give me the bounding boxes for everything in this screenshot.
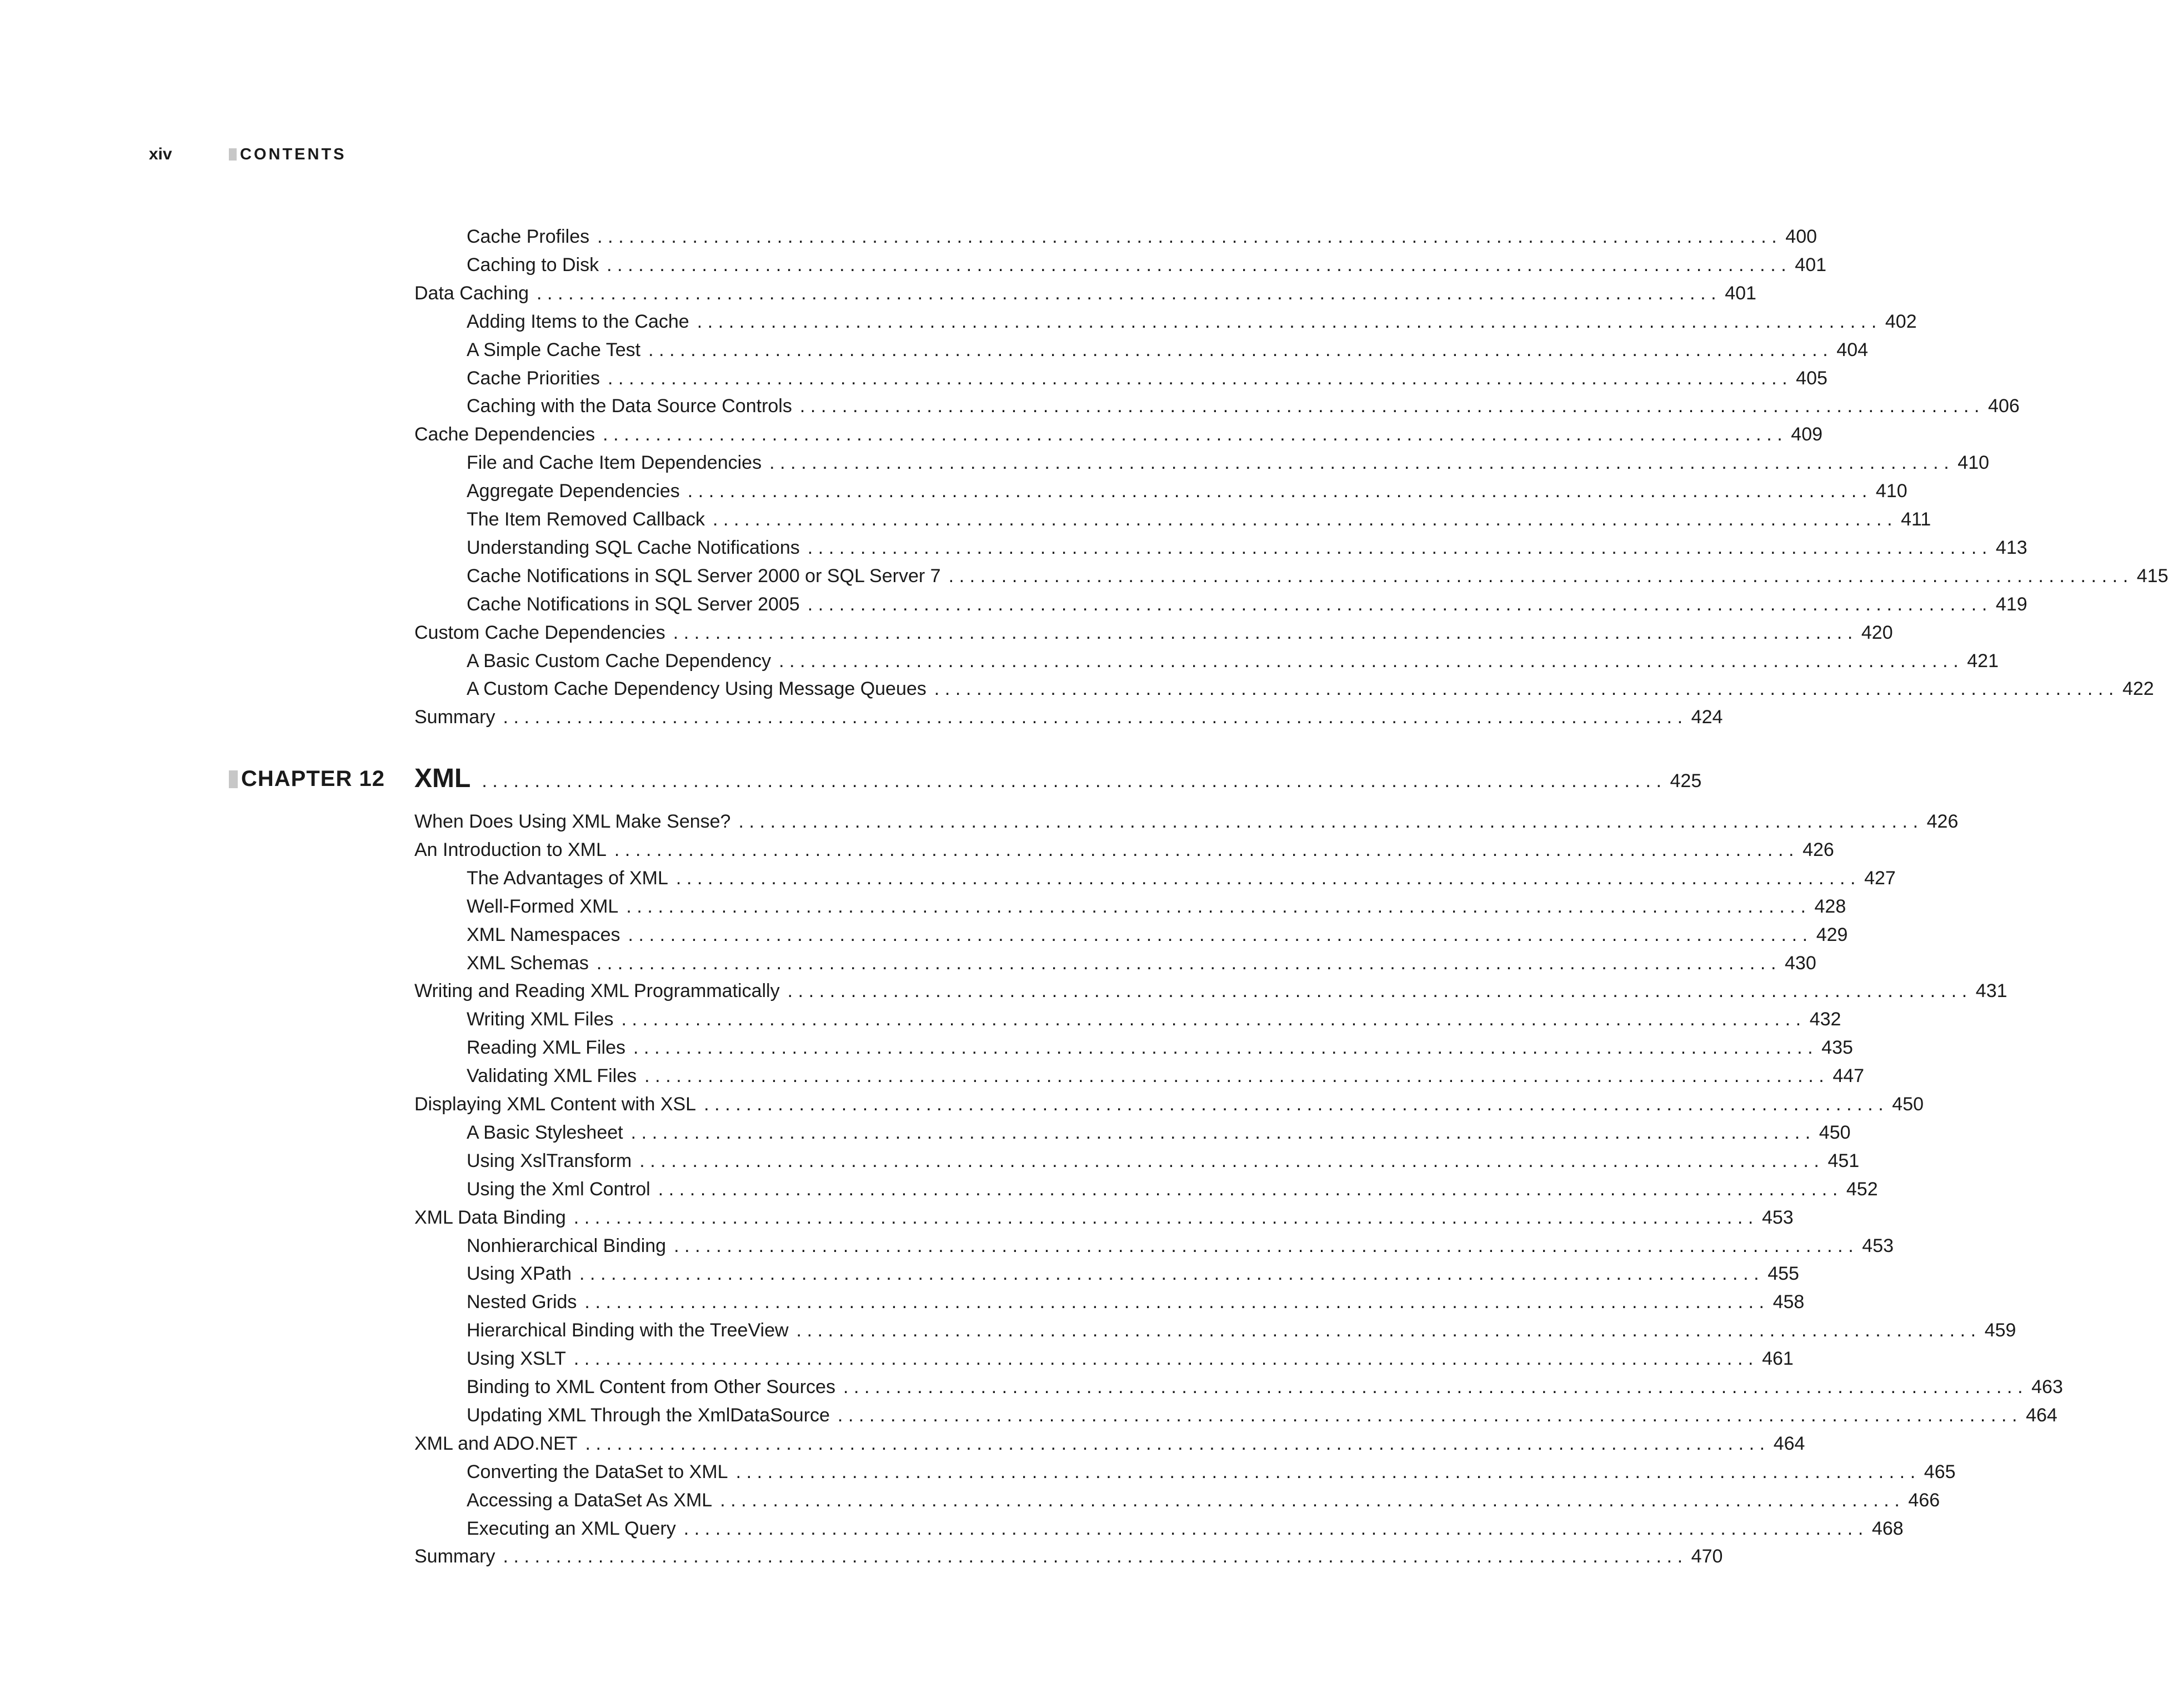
toc-entry-title: Writing and Reading XML Programmatically [414,980,780,1002]
dot-leader: ................................................................................................................ [633,1037,1819,1059]
toc-entry-section[interactable] [414,1090,1924,1118]
dot-leader: ................................................................................................................ [675,867,1861,889]
toc-entry-subsection[interactable] [467,647,1999,675]
dot-leader: ................................................................................................................ [644,1065,1830,1087]
toc-entry-subsection[interactable] [467,251,1827,279]
dot-leader: ................................................................................................................ [787,980,1972,1002]
toc-entry-page-number: 410 [1957,452,1990,474]
dot-leader: ................................................................................................................ [720,1489,1905,1511]
dot-leader: ................................................................................................................ [648,339,1834,360]
toc-entry-page-number: 427 [1864,867,1896,889]
toc-entry-page-number: 401 [1725,282,1756,304]
toc-entry-title: Reading XML Files [467,1037,625,1059]
toc-entry-page-number: 453 [1761,1206,1794,1228]
dot-leader: ................................................................................................................ [503,1546,1688,1567]
dot-leader: ................................................................................................................ [779,650,1964,672]
toc-entry-title: A Custom Cache Dependency Using Message Queues [467,678,927,700]
toc-entry-title: Cache Notifications in SQL Server 2000 or SQL Server 7 [467,565,941,587]
toc-entry-title: Summary [414,1546,495,1567]
toc-entry-page-number: 470 [1691,1546,1723,1567]
toc-entry-subsection[interactable] [467,1345,1794,1373]
toc-entry-page-number: 455 [1768,1263,1799,1285]
toc-entry-title: Nested Grids [467,1291,577,1313]
toc-entry-page-number: 426 [1803,839,1834,860]
toc-entry-title: Aggregate Dependencies [467,480,680,502]
dot-leader: ................................................................................................................ [614,839,1800,860]
toc-entry-title: XML Schemas [467,952,589,974]
toc-entry-subsection[interactable] [467,893,1846,920]
toc-entry-subsection[interactable] [467,1486,1940,1514]
toc-entry-title: The Advantages of XML [467,867,668,889]
toc-entry-title: Cache Dependencies [414,424,595,445]
toc-entry-subsection[interactable] [467,1119,1851,1146]
toc-entry-title: Using XslTransform [467,1150,632,1171]
toc-entry-title: Data Caching [414,282,529,304]
dot-leader: ................................................................................................................ [596,952,1782,974]
toc-entry-title: A Basic Custom Cache Dependency [467,650,772,672]
dot-leader: ................................................................................................................ [807,537,1992,558]
toc-entry-subsection[interactable] [467,864,1896,892]
toc-entry-section[interactable] [414,420,1823,448]
toc-entry-subsection[interactable] [467,921,1848,949]
toc-entry-page-number: 411 [1901,509,1931,530]
dot-leader: ................................................................................................................ [683,1517,1869,1539]
toc-entry-subsection[interactable] [467,1260,1799,1288]
toc-entry-page-number: 421 [1967,650,1999,672]
dot-leader: ................................................................................................................ [603,424,1788,445]
dot-leader: ................................................................................................................ [769,452,1955,474]
chapter-label-text: CHAPTER 12 [241,767,385,791]
toc-entry-page-number: 468 [1871,1517,1904,1539]
dot-leader: ................................................................................................................ [843,1376,2029,1398]
toc-entry-title: Adding Items to the Cache [467,310,689,332]
toc-entry-subsection[interactable] [467,1175,1878,1203]
toc-entry-subsection[interactable] [467,1458,1956,1486]
toc-entry-page-number: 447 [1832,1065,1865,1087]
toc-entry-section[interactable] [414,1204,1794,1231]
toc-entry-title: Using XPath [467,1263,572,1285]
toc-entry-page-number: 463 [2031,1376,2063,1398]
toc-entry-page-number: 453 [1862,1235,1894,1256]
toc-entry-page-number: 426 [1926,811,1959,832]
dot-leader: ................................................................................................................ [799,395,1985,417]
dot-leader: ................................................................................................................ [704,1094,1889,1115]
dot-leader: ................................................................................................................ [673,622,1858,643]
toc-entry-subsection[interactable] [467,223,1817,251]
toc-entry-page-number: 424 [1691,707,1723,728]
gray-square-icon [229,148,237,161]
toc-entry-subsection[interactable] [467,949,1816,977]
dot-leader: ................................................................................................................ [796,1320,1981,1341]
dot-leader: ................................................................................................................ [597,226,1783,247]
dot-leader: ................................................................................................................ [626,895,1811,917]
toc-entry-page-number: 420 [1861,622,1893,643]
dot-leader: ................................................................................................................ [630,1121,1816,1143]
toc-entry-subsection[interactable] [467,1147,1860,1175]
toc-entry-page-number: 428 [1814,895,1846,917]
toc-entry-title: XML Data Binding [414,1206,566,1228]
dot-leader: ................................................................................................................ [607,254,1792,276]
toc-entry-title: File and Cache Item Dependencies [467,452,762,474]
toc-entry-section[interactable] [414,619,1893,647]
dot-leader: ................................................................................................................ [674,1235,1859,1256]
toc-entry-page-number: 435 [1821,1037,1853,1059]
toc-entry-page-number: 461 [1762,1348,1794,1370]
toc-entry-page-number: 431 [1975,980,2007,1002]
toc-entry-page-number: 458 [1773,1291,1805,1313]
dot-leader: ................................................................................................................ [738,811,1924,832]
running-title [229,143,347,166]
toc-entry-page-number: 452 [1846,1178,1878,1200]
toc-entry-title: Executing an XML Query [467,1517,676,1539]
toc-entry-page-number: 450 [1819,1121,1851,1143]
toc-entry-title: Displaying XML Content with XSL [414,1094,697,1115]
toc-entry-title: Writing XML Files [467,1009,614,1030]
toc-entry-page-number: 405 [1796,367,1827,389]
dot-leader: ................................................................................................................ [934,678,2119,700]
toc-entry-subsection[interactable] [467,336,1869,364]
toc-entry-title: Updating XML Through the XmlDataSource [467,1404,830,1426]
running-header [0,143,1333,166]
toc-entry-title: A Basic Stylesheet [467,1121,623,1143]
toc-entry-title: Binding to XML Content from Other Sources [467,1376,835,1398]
dot-leader: ................................................................................................................ [697,310,1882,332]
toc-entry-subsection[interactable] [467,308,1917,335]
toc-entry-page-number: 410 [1875,480,1907,502]
toc-entry-title: An Introduction to XML [414,839,607,860]
toc-entry-page-number: 422 [2122,678,2154,700]
toc-entry-subsection[interactable] [467,392,2020,420]
toc-entry-title: Using XSLT [467,1348,566,1370]
dot-leader: ................................................................................................................ [585,1432,1770,1454]
toc-entry-page-number: 466 [1908,1489,1940,1511]
toc-entry-subsection[interactable] [467,675,2154,703]
dot-leader: ................................................................................................................ [628,924,1813,945]
dot-leader: ................................................................................................................ [584,1291,1770,1313]
toc-entry-subsection[interactable] [467,477,1907,505]
dot-leader: ................................................................................................................ [573,1206,1759,1228]
toc-entry-title: Custom Cache Dependencies [414,622,665,643]
toc-entry-subsection[interactable] [467,1373,2063,1401]
toc-entry-page-number: 413 [1995,537,2027,558]
toc-entry-page-number: 429 [1816,924,1848,945]
toc-entry-page-number: 406 [1988,395,2020,417]
toc-entry-page-number: 451 [1827,1150,1860,1171]
dot-leader: ................................................................................................................ [735,1461,1921,1482]
dot-leader: ................................................................................................................ [948,565,2134,587]
dot-leader: ................................................................................................................ [837,1404,2023,1426]
toc-entry-title: Using the Xml Control [467,1178,650,1200]
toc-entry-title: Summary [414,707,495,728]
running-title-text: CONTENTS [240,146,347,163]
toc-entry-page-number: 464 [2026,1404,2057,1426]
toc-entry-title: Well-Formed XML [467,895,619,917]
toc-entry-subsection[interactable] [467,1062,1865,1090]
toc-entry-page-number: 404 [1836,339,1869,360]
toc-entry-title: XML and ADO.NET [414,1432,578,1454]
toc-entry-title: A Simple Cache Test [467,339,641,360]
toc-entry-subsection[interactable] [467,1034,1853,1061]
toc-entry-subsection[interactable] [467,590,2027,618]
toc-entry-subsection[interactable] [467,1288,1805,1316]
toc-entry-page-number: 402 [1885,310,1917,332]
toc-entry-subsection[interactable] [467,1316,2016,1344]
toc-entry-page-number: 415 [2136,565,2168,587]
toc-entry-section[interactable] [414,279,1756,307]
toc-entry-subsection[interactable] [467,562,2168,590]
chapter-label [229,762,385,795]
toc-entry-title: XML Namespaces [467,924,620,945]
toc-entry-page-number: 409 [1791,424,1823,445]
dot-leader: ................................................................................................................ [579,1263,1765,1285]
toc-entry-subsection[interactable] [467,505,1931,533]
dot-leader: ................................................................................................................ [503,707,1688,728]
toc-entry-title: Caching with the Data Source Controls [467,395,792,417]
dot-leader: ................................................................................................................ [639,1150,1825,1171]
toc-entry-subsection[interactable] [467,1401,2057,1429]
chapter-page-number: 425 [1670,770,1702,792]
toc-entry-title: Caching to Disk [467,254,599,276]
toc-entry-section[interactable] [414,977,2007,1005]
dot-leader: ................................................................................................................ [658,1178,1843,1200]
toc-entry-title: Cache Notifications in SQL Server 2005 [467,593,800,615]
toc-entry-page-number: 464 [1773,1432,1805,1454]
toc-entry-subsection[interactable] [467,534,2027,562]
toc-entry-title: Hierarchical Binding with the TreeView [467,1320,789,1341]
dot-leader: ................................................................................................................ [482,770,1667,792]
toc-entry-page-number: 419 [1995,593,2027,615]
toc-entry-section[interactable] [414,808,1959,835]
dot-leader: ................................................................................................................ [621,1009,1806,1030]
toc-entry-title: Understanding SQL Cache Notifications [467,537,800,558]
chapter-heading-entry[interactable] [414,762,1702,795]
gray-square-icon [229,770,238,788]
dot-leader: ................................................................................................................ [537,282,1722,304]
dot-leader: ................................................................................................................ [573,1348,1759,1370]
toc-entry-page-number: 400 [1785,226,1817,247]
toc-entry-title: Nonhierarchical Binding [467,1235,667,1256]
toc-entry-title: Accessing a DataSet As XML [467,1489,713,1511]
toc-entry-title: When Does Using XML Make Sense? [414,811,731,832]
toc-entry-section[interactable] [414,836,1834,864]
toc-entry-title: Validating XML Files [467,1065,637,1087]
toc-entry-section[interactable] [414,1430,1805,1457]
toc-entry-subsection[interactable] [467,449,1990,477]
toc-entry-page-number: 430 [1785,952,1816,974]
toc-entry-title: The Item Removed Callback [467,509,705,530]
page-number: xiv [149,145,172,163]
toc-entry-section[interactable] [414,1542,1723,1570]
toc-entry-page-number: 465 [1924,1461,1956,1482]
toc-entry-page-number: 459 [1984,1320,2016,1341]
toc-entry-subsection[interactable] [467,364,1827,392]
dot-leader: ................................................................................................................ [712,509,1898,530]
dot-leader: ................................................................................................................ [607,367,1793,389]
toc-entry-page-number: 401 [1795,254,1827,276]
dot-leader: ................................................................................................................ [807,593,1992,615]
toc-entry-title: Cache Profiles [467,226,590,247]
toc-entry-section[interactable] [414,703,1723,731]
toc-entry-subsection[interactable] [467,1232,1894,1260]
toc-entry-page-number: 450 [1892,1094,1924,1115]
toc-entry-page-number: 432 [1809,1009,1841,1030]
toc-entry-subsection[interactable] [467,1005,1841,1033]
toc-entry-title: Converting the DataSet to XML [467,1461,728,1482]
toc-entry-title: Cache Priorities [467,367,600,389]
toc-entry-subsection[interactable] [467,1515,1904,1542]
dot-leader: ................................................................................................................ [687,480,1872,502]
chapter-title: XML [414,764,471,793]
